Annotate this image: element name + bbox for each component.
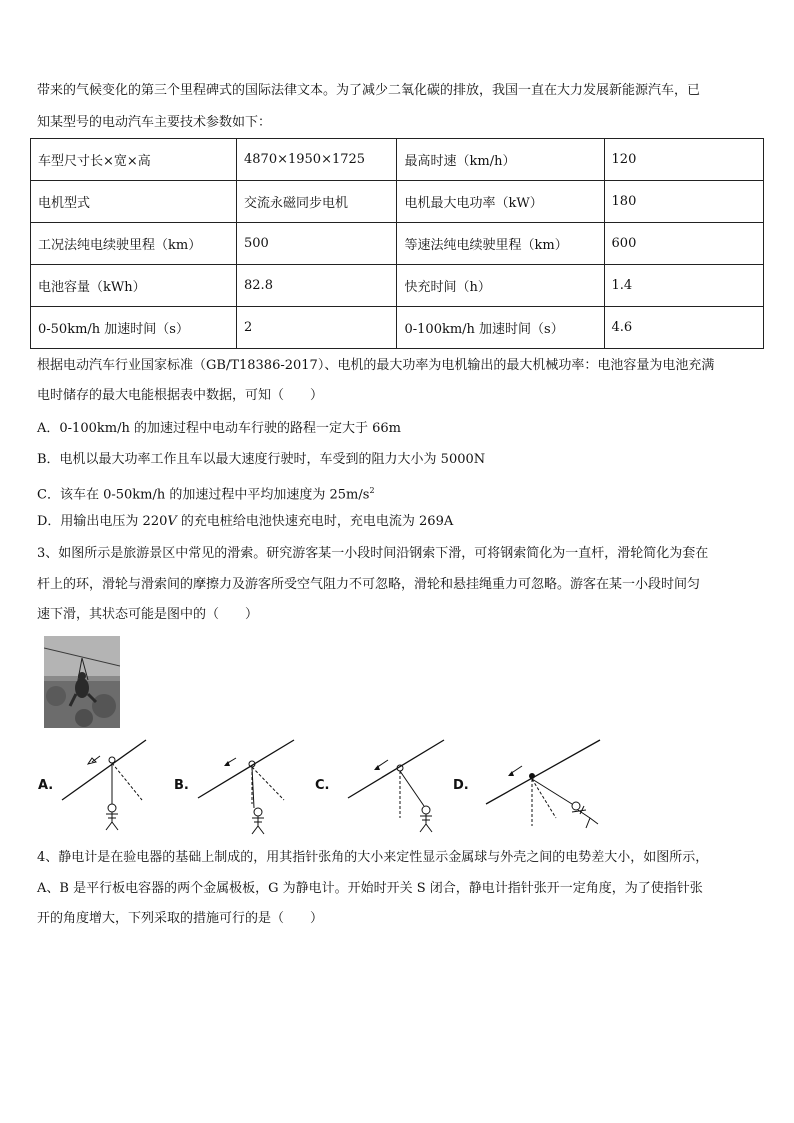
table-cell: 0-50km/h 加速时间（s） xyxy=(31,307,237,349)
spec-table xyxy=(30,138,764,349)
table-cell: 电机型式 xyxy=(31,181,237,223)
q3-option-d-label: D. xyxy=(453,778,469,793)
figure-c xyxy=(344,736,454,836)
table-cell: 600 xyxy=(604,223,763,265)
q3-line-3: 速下滑，其状态可能是图中的（ ） xyxy=(37,607,259,622)
table-cell: 1.4 xyxy=(604,265,763,307)
table-cell: 车型尺寸长×宽×高 xyxy=(31,139,237,181)
table-cell: 4.6 xyxy=(604,307,763,349)
q2-option-d-unit: V xyxy=(167,514,177,529)
figure-a xyxy=(60,736,160,836)
q3-option-c-label: C. xyxy=(315,778,330,793)
q2-option-d xyxy=(37,513,453,531)
table-cell: 0-100km/h 加速时间（s） xyxy=(397,307,604,349)
figure-b xyxy=(196,736,306,836)
q4-line-1: 4、静电计是在验电器的基础上制成的，用其指针张角的大小来定性显示金属球与外壳之间的电势差大小，如图所示， xyxy=(37,850,709,865)
table-row xyxy=(31,181,764,223)
table-cell: 电机最大电功率（kW） xyxy=(397,181,604,223)
table-row xyxy=(31,139,764,181)
table-cell: 最高时速（km/h） xyxy=(397,139,604,181)
q2-option-c-sup: 2 xyxy=(369,486,375,495)
table-cell: 快充时间（h） xyxy=(397,265,604,307)
intro-line-2: 知某型号的电动汽车主要技术参数如下： xyxy=(37,115,272,130)
q3-option-b-label: B. xyxy=(174,778,189,793)
q2-stem-line-2: 电时储存的最大电能根据表中数据，可知（ ） xyxy=(37,388,324,403)
figure-d xyxy=(482,736,612,836)
table-cell: 180 xyxy=(604,181,763,223)
q3-line-2: 杆上的环，滑轮与滑索间的摩擦力及游客所受空气阻力不可忽略，滑轮和悬挂绳重力可忽略。游客在某一小段时间匀 xyxy=(37,577,701,592)
table-cell: 82.8 xyxy=(237,265,397,307)
q3-line-1: 3、如图所示是旅游景区中常见的滑索。研究游客某一小段时间沿钢索下滑，可将钢索简化为一直杆，滑轮简化为套在 xyxy=(37,546,709,561)
table-cell: 4870×1950×1725 xyxy=(237,139,397,181)
table-cell: 2 xyxy=(237,307,397,349)
q2-option-a: A．0-100km/h 的加速过程中电动车行驶的路程一定大于 66m xyxy=(37,421,401,436)
zipline-photo xyxy=(44,636,120,728)
q4-line-2: A、B 是平行板电容器的两个金属极板，G 为静电计。开始时开关 S 闭合，静电计指针张开一定角度，为了使指针张 xyxy=(37,881,703,896)
intro-line-1: 带来的气候变化的第三个里程碑式的国际法律文本。为了减少二氧化碳的排放，我国一直在大力发展新能源汽车，已 xyxy=(37,83,701,98)
table-row xyxy=(31,265,764,307)
q2-stem-line-1: 根据电动汽车行业国家标准（GB/T18386-2017）、电机的最大功率为电机输出的最大机械功率：电池容量为电池充满 xyxy=(37,358,715,373)
table-row xyxy=(31,307,764,349)
q2-option-c-text: C．该车在 0-50km/h 的加速过程中平均加速度为 25m/s xyxy=(37,487,370,503)
table-cell: 电池容量（kWh） xyxy=(31,265,237,307)
table-cell: 500 xyxy=(237,223,397,265)
q4-line-3: 开的角度增大，下列采取的措施可行的是（ ） xyxy=(37,911,324,926)
table-cell: 工况法纯电续驶里程（km） xyxy=(31,223,237,265)
table-row xyxy=(31,223,764,265)
q3-option-a-label: A. xyxy=(38,778,54,793)
q2-option-b: B．电机以最大功率工作且车以最大速度行驶时，车受到的阻力大小为 5000N xyxy=(37,452,486,467)
table-cell: 交流永磁同步电机 xyxy=(237,181,397,223)
table-cell: 120 xyxy=(604,139,763,181)
q2-option-d-post: 的充电桩给电池快速充电时，充电电流为 269A xyxy=(176,514,454,529)
table-cell: 等速法纯电续驶里程（km） xyxy=(397,223,604,265)
q2-option-c xyxy=(37,482,375,504)
q2-option-d-pre: D．用输出电压为 220 xyxy=(37,514,168,529)
